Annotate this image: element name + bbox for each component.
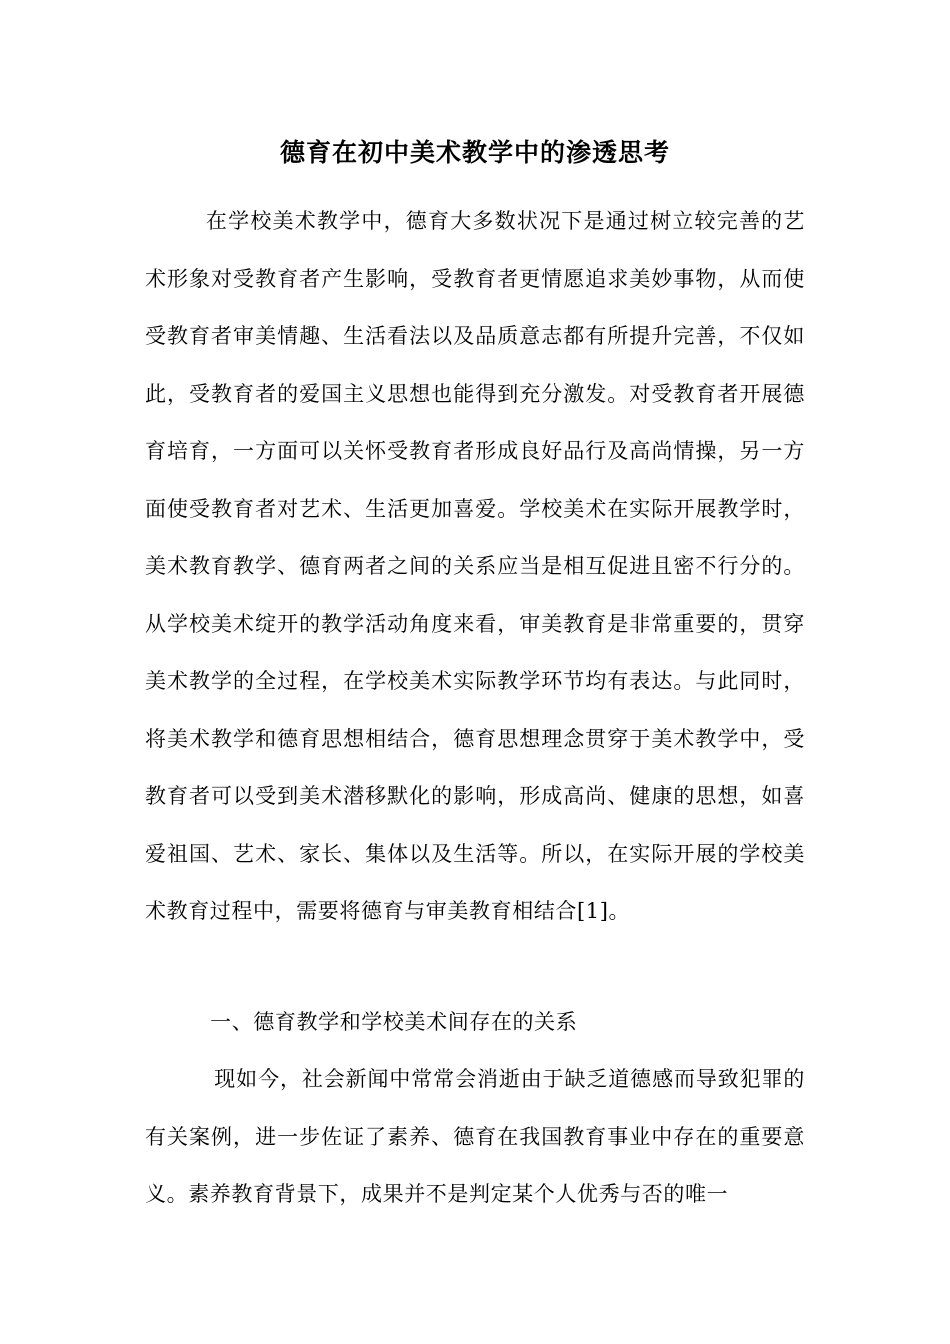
document-title: 德育在初中美术教学中的渗透思考 — [279, 138, 670, 167]
section-heading: 一、德育教学和学校美术间存在的关系 — [210, 1010, 578, 1034]
body-paragraph: 现如今，社会新闻中常常会消逝由于缺乏道德感而导致犯罪的有关案例，进一步佐证了素养、德育在我国教育事业中存在的重要意义。素养教育背景下，成果并不是判定某个人优秀与否的唯一 — [145, 1067, 805, 1206]
body-paragraph: 在学校美术教学中，德育大多数状况下是通过树立较完善的艺术形象对受教育者产生影响，受教育者更情愿追求美妙事物，从而使受教育者审美情趣、生活看法以及品质意志都有所提升完善，不仅如此，受教育者的爱国主义思想也能得到充分激发。对受教育者开展德育培育，一方面可以关怀受教育者形成良好品行及高尚情操，另一方面使受教育者对艺术、生活更加喜爱。学校美术在实际开展教学时，美术教育教学、德育两者之间的关系应当是相互促进且密不行分的。从学校美术绽开的教学活动角度来看，审美教育是非常重要的，贯穿美术教学的全过程，在学校美术实际教学环节均有表达。与此同时，将美术教学和德育思想相结合，德育思想理念贯穿于美术教学中，受教育者可以受到美术潜移默化的影响，形成高尚、健康的思想，如喜爱祖国、艺术、家长、集体以及生活等。所以，在实际开展的学校美术教育过程中，需要将德育与审美教育相结合[1]。 — [145, 209, 805, 923]
